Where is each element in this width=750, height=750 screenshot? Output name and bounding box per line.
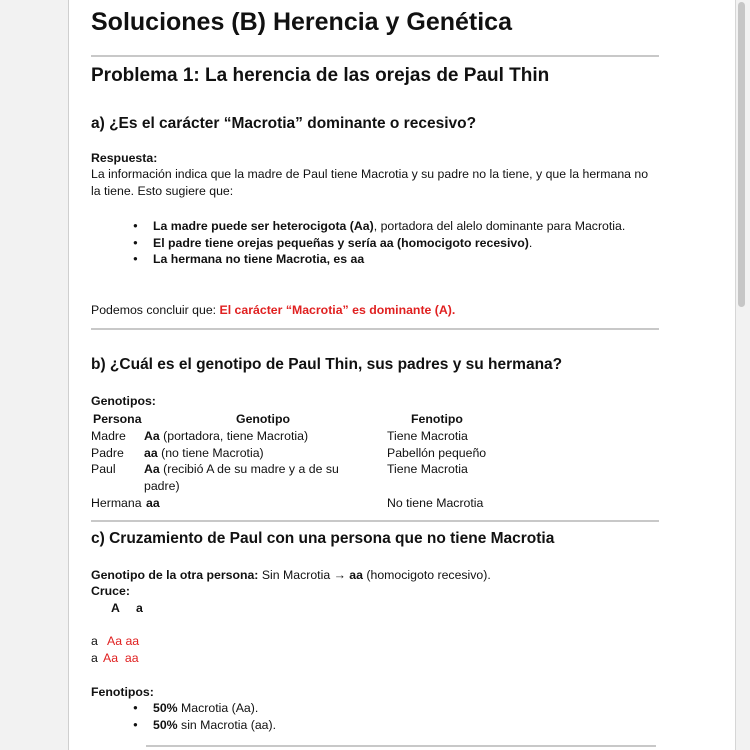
section-b-heading: b) ¿Cuál es el genotipo de Paul Thin, sus padres y su hermana?	[91, 356, 563, 373]
genotype-value: Aa	[144, 462, 160, 476]
genotipos-label: Genotipos:	[91, 394, 156, 408]
table-cell-fenotipo: Pabellón pequeño	[387, 446, 487, 460]
cruce-label: Cruce:	[91, 584, 130, 598]
bullet-mother	[131, 218, 625, 235]
table-cell-persona: Madre	[91, 429, 126, 443]
genotype-value: Aa	[144, 429, 160, 443]
bullet-mother-rest: , portadora del alelo dominante para Macrotia.	[373, 219, 626, 233]
table-cell-persona: Hermana	[91, 496, 142, 510]
bullet-sister	[131, 251, 625, 268]
answer-label: Respuesta:	[91, 151, 158, 165]
divider	[146, 745, 656, 747]
table-cell-fenotipo: Tiene Macrotia	[387, 429, 468, 443]
phenotype-macrotia	[131, 700, 276, 717]
other-person-genotype-value: aa	[349, 568, 363, 582]
divider	[91, 55, 659, 57]
document-page	[68, 0, 736, 750]
bullet-sister-bold: La hermana no tiene Macrotia, es aa	[153, 252, 365, 266]
document-title: Soluciones (B) Herencia y Genética	[91, 8, 512, 36]
other-person-note: (homocigoto recesivo).	[362, 568, 491, 582]
phenotype-text: Macrotia (Aa).	[177, 701, 259, 715]
other-person-text: Sin Macrotia →	[258, 568, 350, 582]
table-cell-persona: Padre	[91, 446, 124, 460]
table-header-genotipo: Genotipo	[236, 412, 290, 426]
punnett-row-label: a	[91, 634, 98, 648]
genotype-note: (portadora, tiene Macrotia)	[159, 429, 309, 443]
section-a-heading: a) ¿Es el carácter “Macrotia” dominante o recesivo?	[91, 115, 477, 132]
bullet-father	[131, 235, 625, 252]
other-person-genotype	[91, 567, 491, 584]
table-cell-genotipo	[144, 445, 264, 462]
table-cell-fenotipo: Tiene Macrotia	[387, 462, 468, 476]
other-person-label: Genotipo de la otra persona:	[91, 568, 259, 582]
conclusion	[91, 302, 455, 319]
punnett-header-a: a	[136, 601, 143, 615]
phenotype-no-macrotia	[131, 717, 276, 734]
genotype-note: (no tiene Macrotia)	[157, 446, 264, 460]
problem-1-heading: Problema 1: La herencia de las orejas de Paul Thin	[91, 65, 550, 86]
table-header-fenotipo: Fenotipo	[411, 412, 463, 426]
bullet-father-rest: .	[528, 235, 533, 250]
table-cell-persona: Paul	[91, 462, 116, 476]
punnett-row-cells: Aa aa	[103, 651, 139, 665]
phenotype-text: sin Macrotia (aa).	[177, 717, 277, 732]
genotype-value: aa	[144, 446, 158, 460]
phenotype-bullets	[131, 700, 276, 733]
punnett-header-A: A	[111, 601, 120, 615]
table-cell-genotipo	[144, 428, 308, 445]
section-c-heading: c) Cruzamiento de Paul con una persona que no tiene Macrotia	[91, 530, 555, 547]
conclusion-prefix: Podemos concluir que:	[91, 303, 220, 317]
phenotype-percent: 50%	[153, 701, 178, 715]
divider	[91, 520, 659, 522]
table-header-persona: Persona	[93, 412, 142, 426]
answer-paragraph: La información indica que la madre de Paul tiene Macrotia y su padre no la tiene, y que la hermana no la tiene. Esto sugiere que:	[91, 167, 649, 198]
scrollbar-thumb[interactable]	[738, 2, 745, 307]
phenotype-percent: 50%	[153, 717, 178, 732]
punnett-row-cells: Aa aa	[107, 634, 140, 648]
genotype-note: (recibió A de su madre y a de su	[159, 462, 339, 476]
fenotipos-label: Fenotipos:	[91, 685, 154, 699]
conclusion-highlight: El carácter “Macrotia” es dominante (A).	[219, 303, 456, 317]
punnett-row-label: a	[91, 651, 98, 665]
answer-bullets	[131, 218, 625, 268]
bullet-father-bold: El padre tiene orejas pequeñas y sería aa (homocigoto recesivo)	[153, 235, 529, 250]
bullet-mother-bold: La madre puede ser heterocigota (Aa)	[153, 219, 374, 233]
table-cell-genotipo-cont: padre)	[144, 479, 180, 493]
divider	[91, 328, 659, 330]
table-cell-fenotipo: No tiene Macrotia	[387, 496, 484, 510]
table-cell-genotipo: aa	[146, 496, 160, 510]
table-cell-genotipo	[144, 461, 339, 478]
